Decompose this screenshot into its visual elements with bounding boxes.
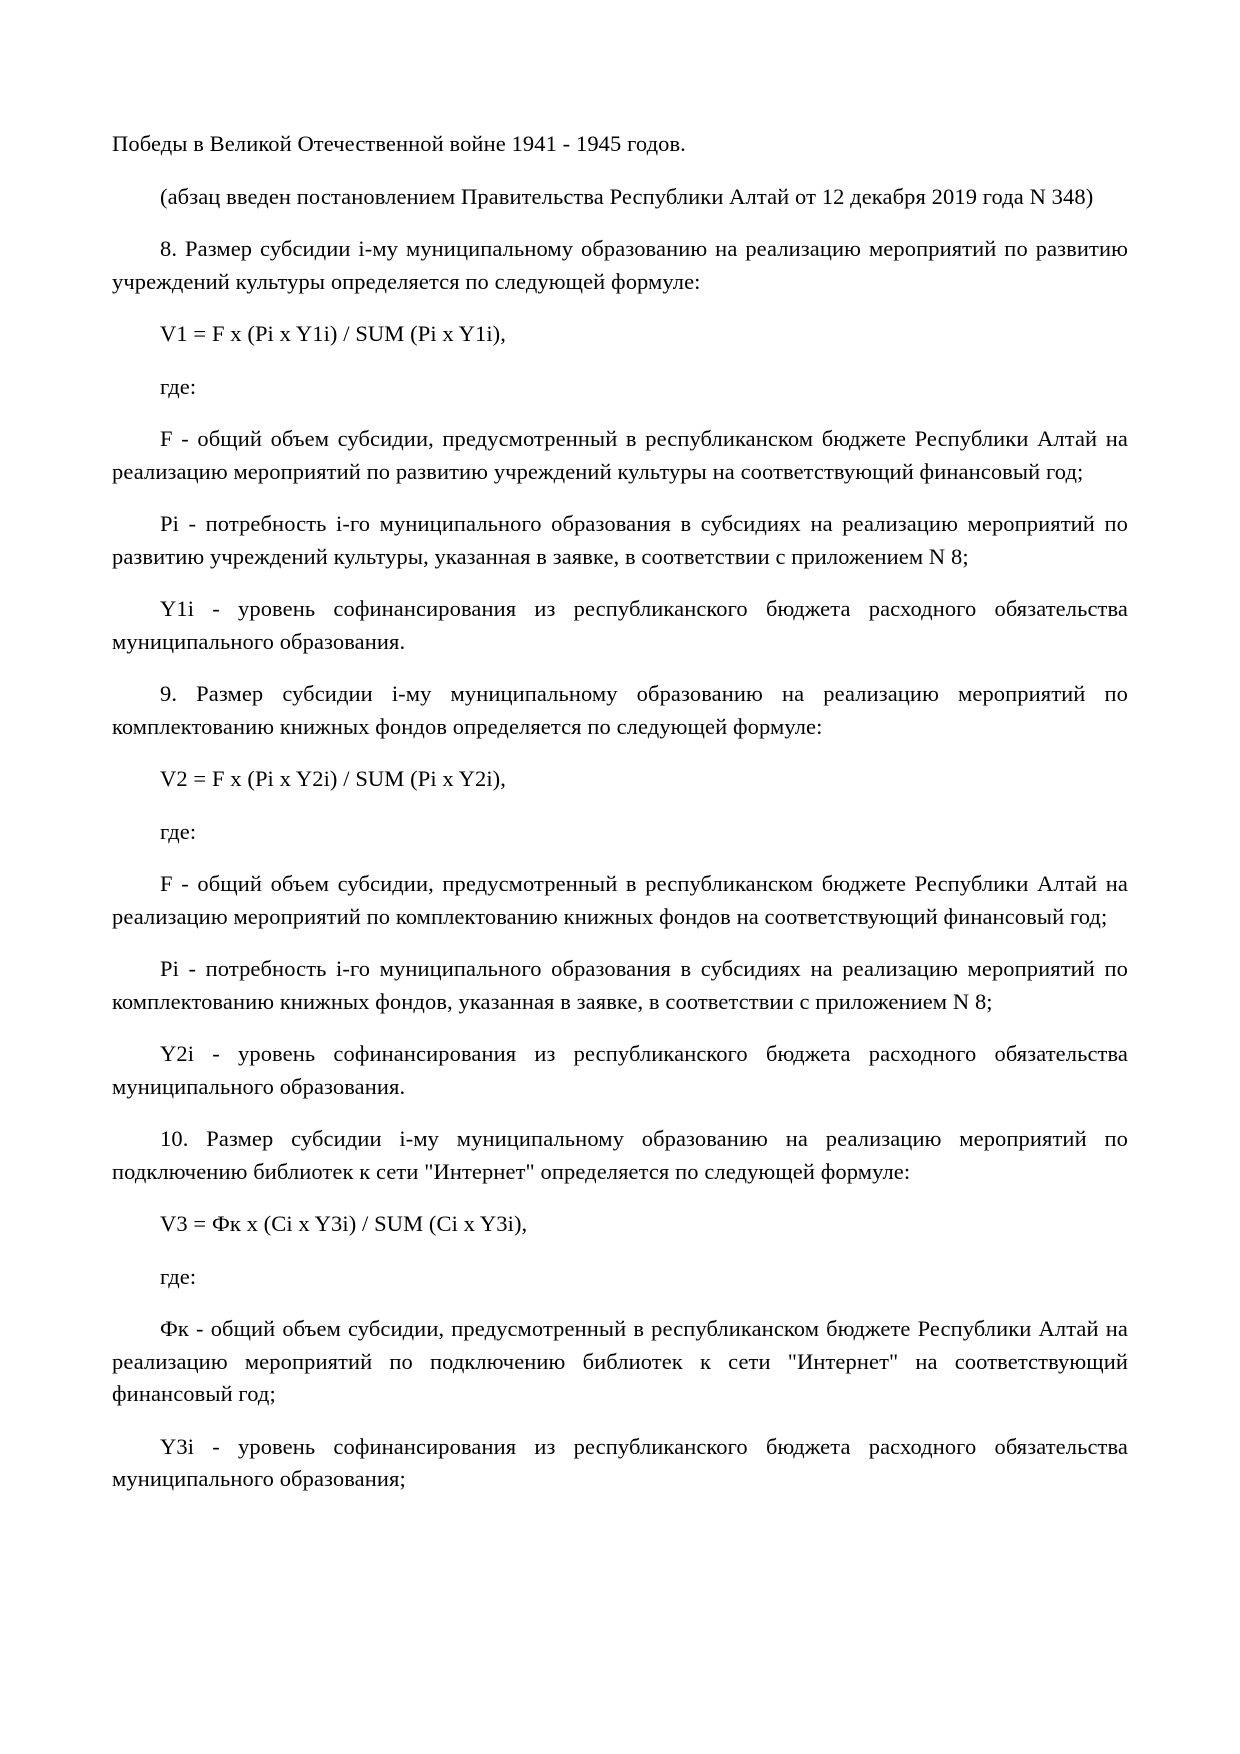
definition-pi-2: Pi - потребность i-го муниципального образования в субсидиях на реализацию мероприятий по комплектованию книжных фондов, указанная в заявке, в соответствии с приложением N 8; bbox=[112, 956, 1128, 1014]
paragraph-item-9: 9. Размер субсидии i-му муниципальному образованию на реализацию мероприятий по комплектованию книжных фондов определяется по следующей формуле: bbox=[112, 681, 1128, 739]
definition-pi-1: Pi - потребность i-го муниципального образования в субсидиях на реализацию мероприятий по развитию учреждений культуры, указанная в заявке, в соответствии с приложением N 8; bbox=[112, 511, 1128, 569]
definition-f-1: F - общий объем субсидии, предусмотренный в республиканском бюджете Республики Алтай на реализацию мероприятий по развитию учреждений культуры на соответствующий финансовый год; bbox=[112, 426, 1128, 484]
definition-y3i: Y3i - уровень софинансирования из республиканского бюджета расходного обязательства муниципального образования; bbox=[112, 1433, 1128, 1491]
paragraph-spacer bbox=[112, 743, 1128, 763]
paragraph-spacer bbox=[112, 848, 1128, 868]
definition-f-2: F - общий объем субсидии, предусмотренный в республиканском бюджете Республики Алтай на реализацию мероприятий по комплектованию книжных фондов на соответствующий финансовый год; bbox=[112, 871, 1128, 929]
label-where-1: где: bbox=[160, 373, 197, 399]
paragraph-spacer bbox=[112, 351, 1128, 371]
paragraph-amendment-note: (абзац введен постановлением Правительства Республики Алтай от 12 декабря 2019 года N 348) bbox=[160, 183, 1094, 209]
paragraph-spacer bbox=[112, 488, 1128, 508]
paragraph-spacer bbox=[112, 1411, 1128, 1431]
paragraph-item-10: 10. Размер субсидии i-му муниципальному образованию на реализацию мероприятий по подключению библиотек к сети "Интернет" определяется по следующей формуле: bbox=[112, 1126, 1128, 1184]
paragraph-spacer bbox=[112, 213, 1128, 233]
paragraph-spacer bbox=[112, 403, 1128, 423]
paragraph-victory-continuation: Победы в Великой Отечественной войне 1941 - 1945 годов. bbox=[112, 131, 686, 156]
paragraph-spacer bbox=[112, 1018, 1128, 1038]
paragraph-spacer bbox=[112, 1241, 1128, 1261]
paragraph-spacer bbox=[112, 933, 1128, 953]
label-where-3: где: bbox=[160, 1263, 197, 1289]
document-body bbox=[112, 128, 1128, 1496]
paragraph-spacer bbox=[112, 658, 1128, 678]
definition-y1i: Y1i - уровень софинансирования из республиканского бюджета расходного обязательства муниципального образования. bbox=[112, 596, 1128, 654]
paragraph-spacer bbox=[112, 161, 1128, 181]
paragraph-spacer bbox=[112, 298, 1128, 318]
definition-fk: Фк - общий объем субсидии, предусмотренный в республиканском бюджете Республики Алтай на реализацию мероприятий по подключению библиотек к сети "Интернет" на соответствующий финансовый год; bbox=[112, 1316, 1128, 1406]
paragraph-spacer bbox=[112, 573, 1128, 593]
paragraph-spacer bbox=[112, 1103, 1128, 1123]
label-where-2: где: bbox=[160, 818, 197, 844]
formula-v2: V2 = F x (Pi x Y2i) / SUM (Pi x Y2i), bbox=[160, 766, 507, 791]
paragraph-spacer bbox=[112, 1188, 1128, 1208]
formula-v1: V1 = F x (Pi x Y1i) / SUM (Pi x Y1i), bbox=[160, 321, 507, 346]
definition-y2i: Y2i - уровень софинансирования из республиканского бюджета расходного обязательства муниципального образования. bbox=[112, 1041, 1128, 1099]
paragraph-spacer bbox=[112, 796, 1128, 816]
paragraph-item-8: 8. Размер субсидии i-му муниципальному образованию на реализацию мероприятий по развитию учреждений культуры определяется по следующей формуле: bbox=[112, 236, 1128, 294]
paragraph-spacer bbox=[112, 1293, 1128, 1313]
formula-v3: V3 = Фк x (Ci x Y3i) / SUM (Ci x Y3i), bbox=[160, 1211, 528, 1236]
